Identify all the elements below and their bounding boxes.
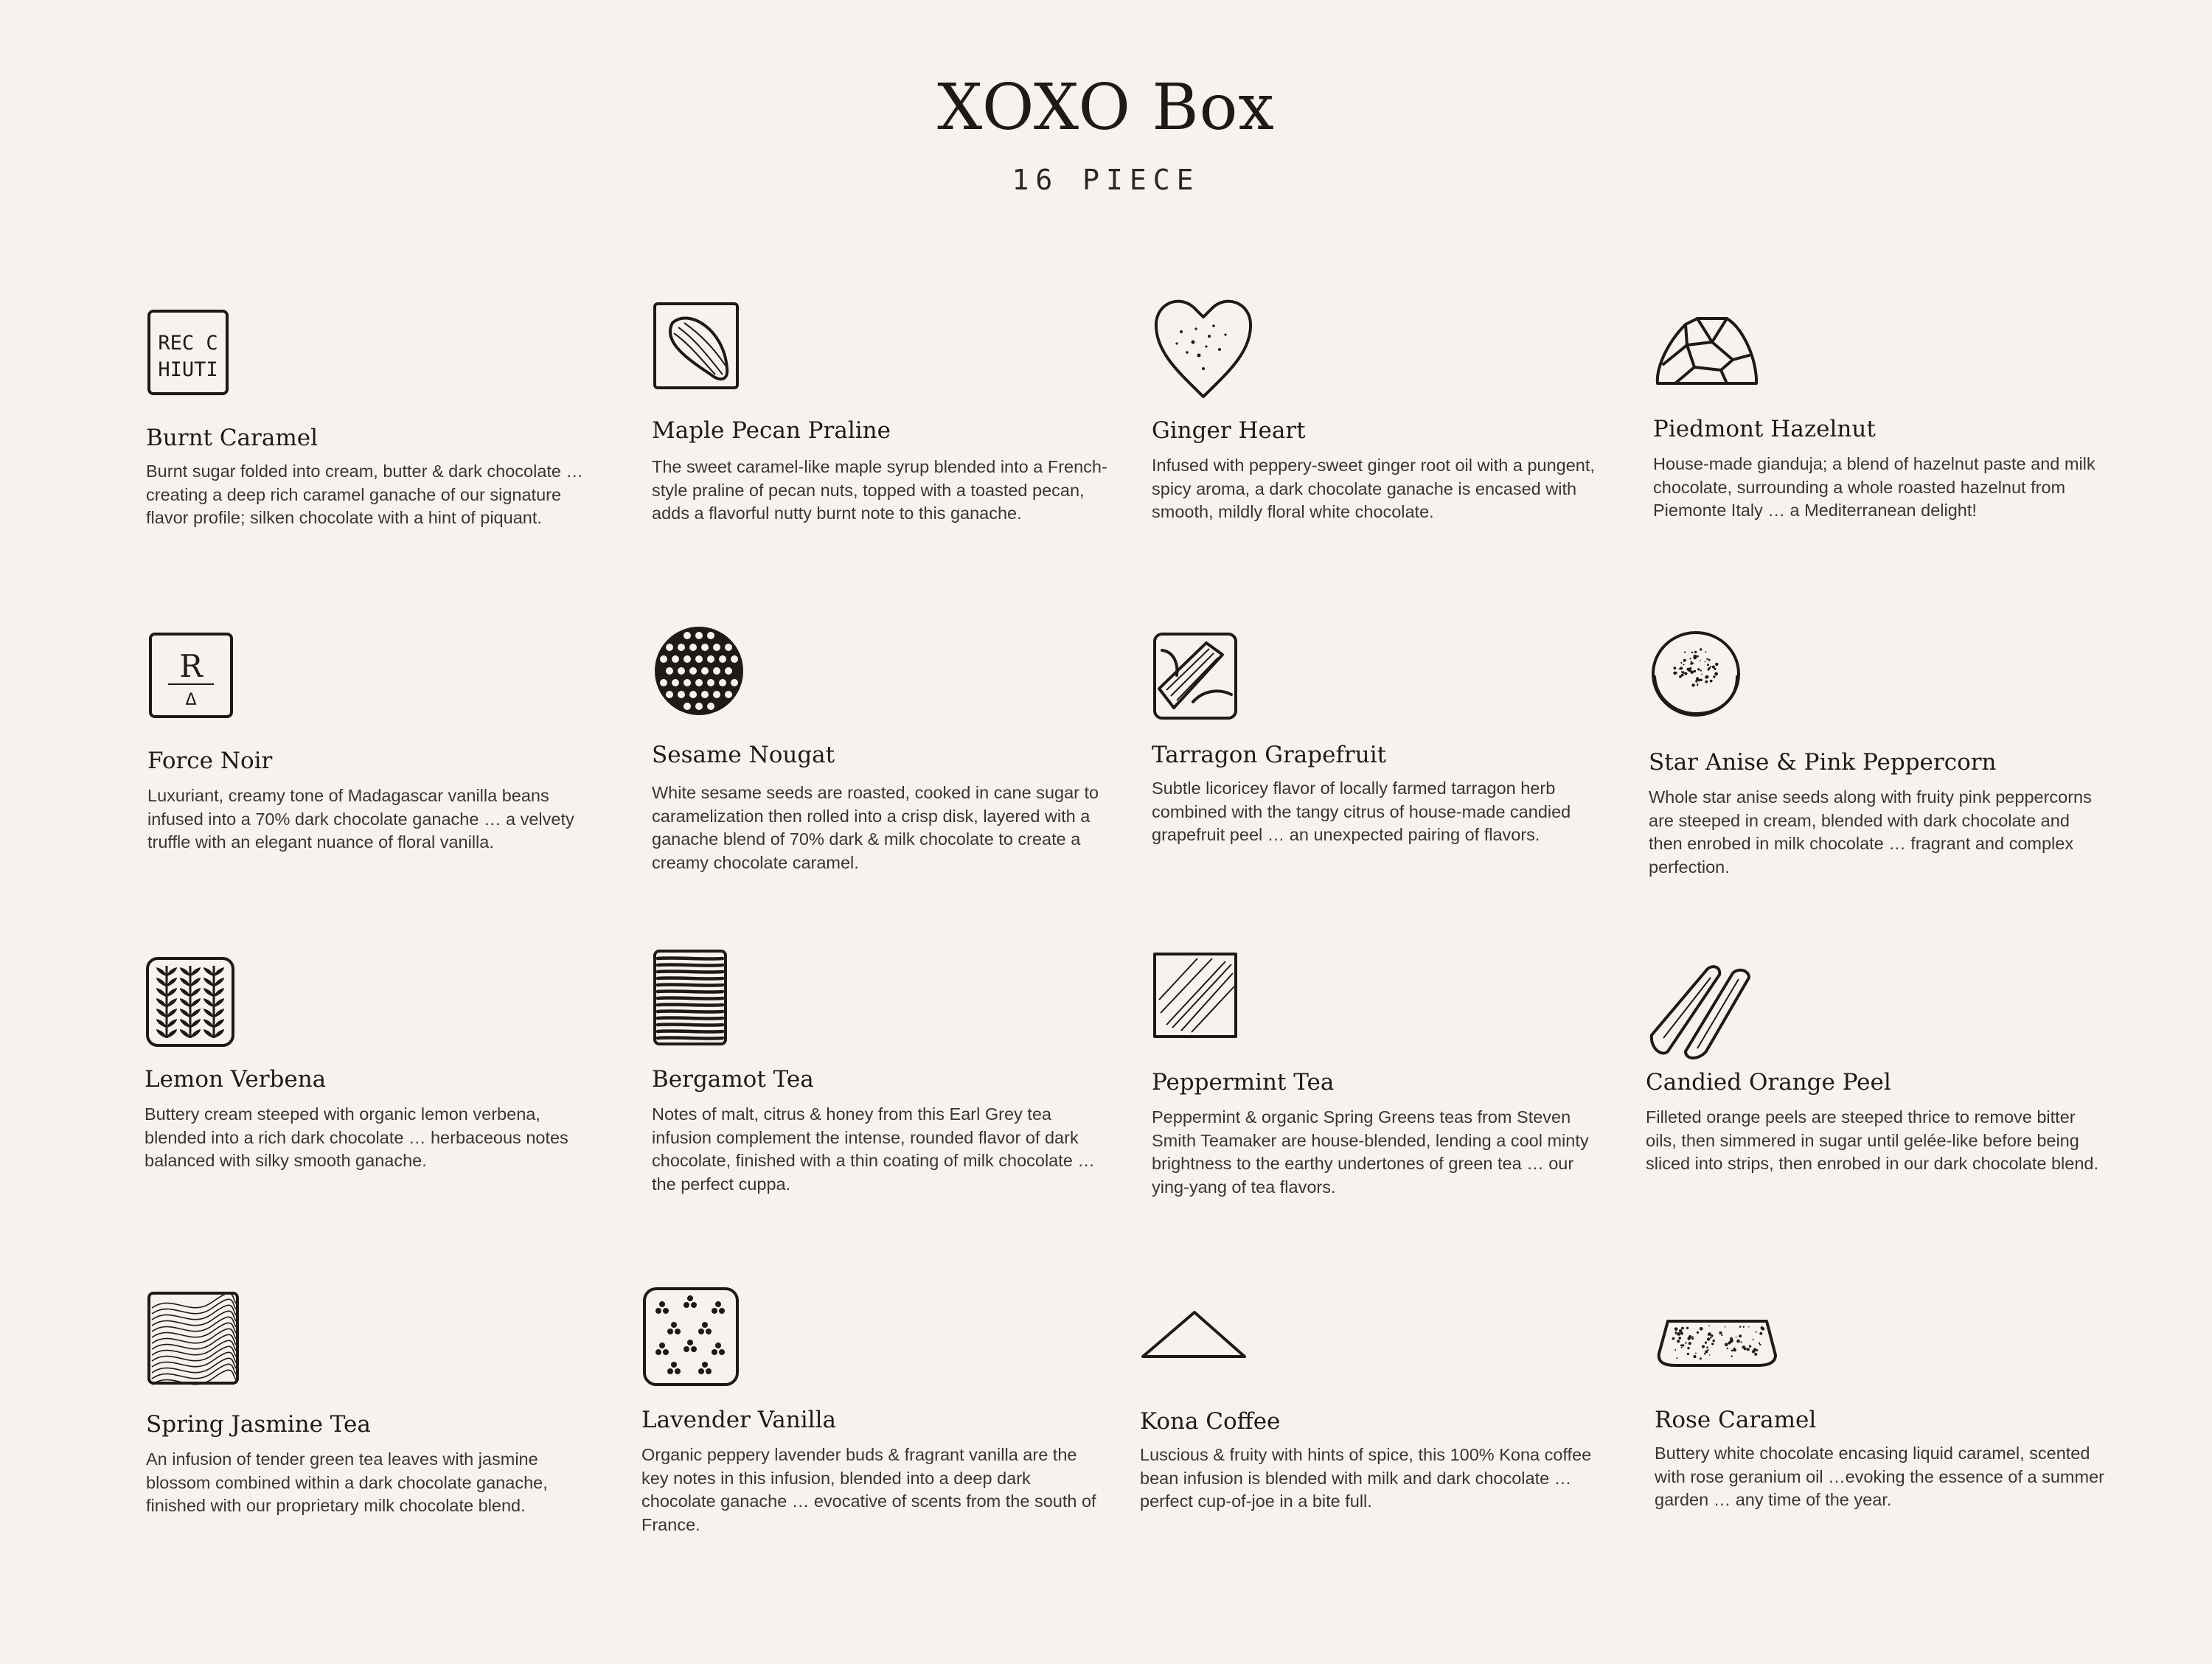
striped-square-icon xyxy=(652,948,728,1047)
heart-icon xyxy=(1152,293,1255,401)
piece-description: Luxuriant, creamy tone of Madagascar vanilla beans infused into a 70% dark chocolate ganache … a velvety truffle with an elegant nuance of floral vanilla. xyxy=(147,786,574,852)
piece-description: Buttery cream steeped with organic lemon verbena, blended into a rich dark chocolate … herbaceous notes balanced with silky smooth ganache. xyxy=(145,1104,568,1170)
piece-description: The sweet caramel-like maple syrup blended into a French-style praline of pecan nuts, topped with a toasted pecan, adds a flavorful nutty burnt note to this ganache. xyxy=(652,457,1107,523)
pecan-square-icon xyxy=(652,301,740,392)
r-logo-square-icon xyxy=(147,631,234,720)
piece-description: Peppermint & organic Spring Greens teas from Steven Smith Teamaker are house-blended, lending a cool minty brightness to the earthy undertones of green tea … our ying-yang of tea flavors. xyxy=(1152,1107,1589,1197)
piece-name: Peppermint Tea xyxy=(1152,1069,1335,1096)
piece-description: Notes of malt, citrus & honey from this Earl Grey tea infusion complement the intense, rounded flavor of dark chocolate, finished with a thin coating of milk chocolate … the perfect cuppa. xyxy=(652,1104,1095,1194)
piece-name: Force Noir xyxy=(147,748,273,774)
piece-name: Star Anise & Pink Peppercorn xyxy=(1649,749,1997,776)
piece-description: Infused with peppery-sweet ginger root oil with a pungent, spicy aroma, a dark chocolate ganache is encased with smooth, mildly floral white chocolate. xyxy=(1152,456,1595,521)
logo-letter: R xyxy=(179,648,203,684)
piece-description: White sesame seeds are roasted, cooked in cane sugar to caramelization then rolled into a crisp disk, layered with a ganache blend of 70% dark & milk chocolate to create a creamy chocolate caramel. xyxy=(652,783,1099,872)
faceted-dome-icon xyxy=(1653,316,1761,389)
logo-text-line2: HIUTI xyxy=(158,358,218,381)
speckled-disk-icon xyxy=(1649,628,1743,720)
piece-name: Lemon Verbena xyxy=(145,1066,327,1093)
diagonal-lines-square-icon xyxy=(1152,951,1239,1040)
piece-name: Burnt Caramel xyxy=(146,425,318,451)
piece-description: Subtle licoricey flavor of locally farmed tarragon herb combined with the tangy citrus of house-made candied grapefruit peel … an unexpected pairing of flavors. xyxy=(1152,779,1571,844)
piece-name: Tarragon Grapefruit xyxy=(1152,742,1387,768)
page-title: XOXO Box xyxy=(937,71,1275,145)
piece-name: Ginger Heart xyxy=(1152,417,1306,444)
speckled-bar-icon xyxy=(1655,1315,1778,1370)
piece-name: Rose Caramel xyxy=(1655,1407,1817,1433)
piece-description: Luscious & fruity with hints of spice, this 100% Kona coffee bean infusion is blended with milk and dark chocolate … perfect cup-of-joe in a bite full. xyxy=(1140,1445,1592,1511)
piece-name: Piedmont Hazelnut xyxy=(1653,416,1876,442)
piece-description: Burnt sugar folded into cream, butter & dark chocolate … creating a deep rich caramel ganache of our signature flavor profile; silken chocolate with a hint of piquant. xyxy=(146,462,584,527)
logo-mark: Δ xyxy=(185,691,197,709)
piece-description: House-made gianduja; a blend of hazelnut paste and milk chocolate, surrounding a whole roasted hazelnut from Piemonte Italy … a Mediterranean delight! xyxy=(1653,454,2096,520)
piece-description: Buttery white chocolate encasing liquid caramel, scented with rose geranium oil …evoking the essence of a summer garden … any time of the year. xyxy=(1655,1444,2104,1509)
piece-name: Candied Orange Peel xyxy=(1646,1069,1891,1096)
piece-description: An infusion of tender green tea leaves with jasmine blossom combined within a dark chocolate ganache, finished with our proprietary milk chocolate blend. xyxy=(146,1449,548,1515)
logo-text-line1: REC C xyxy=(158,332,218,355)
triangle-icon xyxy=(1140,1308,1248,1361)
leaf-pattern-square-icon xyxy=(145,955,236,1048)
piece-name: Kona Coffee xyxy=(1140,1408,1281,1435)
flower-pattern-square-icon xyxy=(641,1286,740,1388)
page-subtitle: 16 PIECE xyxy=(1012,164,1200,196)
piece-name: Sesame Nougat xyxy=(652,742,835,768)
piece-description: Organic peppery lavender buds & fragrant vanilla are the key notes in this infusion, blended into a deep dark chocolate ganache … evocative of scents from the south of France. xyxy=(641,1445,1096,1534)
piece-description: Whole star anise seeds along with fruity pink peppercorns are steeped in cream, blended with dark chocolate and then enrobed in milk chocolate … fragrant and complex perfection. xyxy=(1649,787,2092,877)
grapefruit-peel-square-icon xyxy=(1152,631,1239,723)
piece-description: Filleted orange peels are steeped thrice to remove bitter oils, then simmered in sugar until gelée-like before being sliced into strips, then enrobed in our dark chocolate blend. xyxy=(1646,1107,2098,1173)
recchiuti-logo-square-icon xyxy=(146,308,229,397)
dotted-disk-icon xyxy=(652,624,746,718)
piece-name: Lavender Vanilla xyxy=(641,1407,836,1433)
orange-peel-strips-icon xyxy=(1646,961,1761,1059)
piece-name: Maple Pecan Praline xyxy=(652,417,891,444)
piece-name: Bergamot Tea xyxy=(652,1066,814,1093)
wavy-lines-square-icon xyxy=(146,1290,240,1386)
piece-name: Spring Jasmine Tea xyxy=(146,1411,371,1438)
